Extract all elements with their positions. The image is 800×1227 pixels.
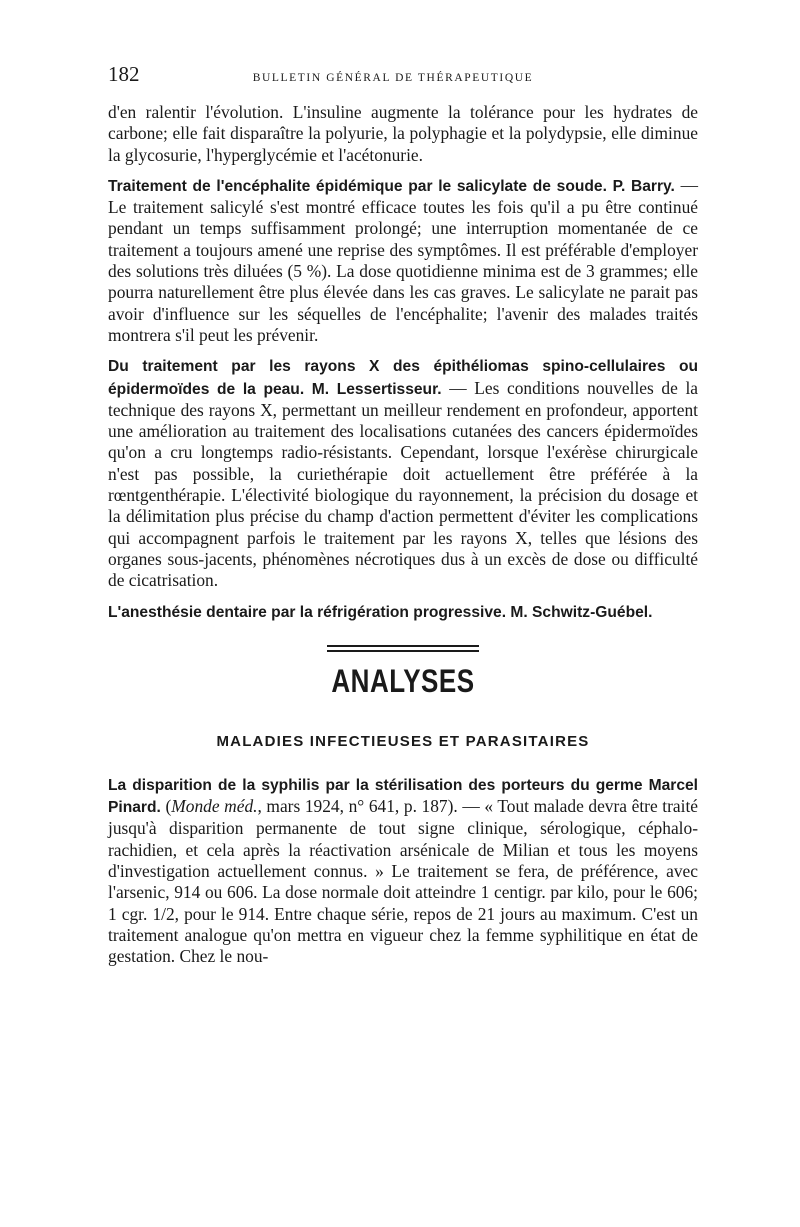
analysis-text: — « Tout malade devra être traité jusqu'à disparition permanente de tout signe clinique, sérologique, céphalo-rachidien, et cela après la réactivation arsénicale de Milian et tous les moyens d'investigation actuellement connus. » Le traitement se fera, de préférence, avec l'arsenic, 914 ou 606. La dose normale doit atteindre 1 centigr. par kilo, pour le 606; 1 cgr. 1/2, pour le 914. Entre chaque série, repos de 21 jours au maximum. C'est un traitement analogue qu'on mettra en vigueur chez la femme syphilitique en état de gestation. Chez le nou-: [108, 796, 699, 967]
abstract-encephalite: [108, 175, 698, 346]
section-divider: [327, 645, 479, 652]
page-header: [108, 62, 698, 102]
abstract-heading: L'anesthésie dentaire par la réfrigération progressive. M. Schwitz-Guébel.: [108, 603, 653, 621]
divider-line: [327, 645, 479, 647]
abstract-text: — Les conditions nouvelles de la technique des rayons X, permettant un meilleur rendement en profondeur, apportent une amélioration au traitement des localisations cutanées des cancers épidermoïdes qu'on a cru longtemps radio-résistants. Cependant, lorsque l'exérèse chirurgicale n'est pas possible, la curiethérapie doit actuellement être préférée à la rœntgenthérapie. L'électivité biologique du rayonnement, la précision du dosage et la délimitation plus précise du champ d'action permettent d'éviter les complications qui accompagnent parfois le traitement par les rayons X, telles que lésions des organes sous-jacents, phénomènes nécrotiques dus à un excès de dose ou difficulté de cicatrisation.: [108, 377, 698, 591]
running-title: BULLETIN GÉNÉRAL DE THÉRAPEUTIQUE: [252, 72, 534, 84]
abstract-text: — Le traitement salicylé s'est montré efficace toutes les fois qu'il a pu être continué pendant un temps suffisamment prolongé; une interruption momentanée de ce traitement a toujours amené une reprise des symptômes. Il est préférable d'employer des solutions très diluées (5 %). La dose quotidienne minima est de 3 grammes; elle pourra naturellement être plus élevée dans les cas graves. Le salicylate ne parait pas avoir d'influence sur les séquelles de l'encéphalite; l'avenir des malades traités montrera s'il peut les prévenir.: [108, 174, 698, 345]
page-number: 182: [108, 62, 140, 86]
analysis-syphilis: [108, 774, 698, 968]
citation-rest: , mars 1924, n° 641, p. 187).: [257, 796, 458, 817]
journal-name: Monde méd.: [171, 796, 258, 817]
abstract-heading: Traitement de l'encéphalite épidémique par le salicylate de soude. P. Barry.: [108, 177, 675, 195]
abstract-rayons-x: [108, 355, 698, 591]
paragraph-continuation: d'en ralentir l'évolution. L'insuline augmente la tolérance pour les hydrates de carbone; elle fait disparaître la polyurie, la polyphagie et la polydypsie, elle diminue la glycosurie, l'hyperglycémie et l'acétonurie.: [108, 102, 698, 165]
abstract-heading: Du traitement par les rayons X des épithéliomas spino-cellulaires ou épidermoïdes de la peau. M. Lessertisseur.: [108, 358, 698, 398]
section-title: ANALYSES: [331, 661, 475, 700]
subsection-title: MALADIES INFECTIEUSES ET PARASITAIRES: [216, 732, 590, 750]
citation-open: (: [160, 796, 172, 817]
divider-line: [327, 650, 479, 652]
document-page: [108, 62, 698, 968]
analysis-heading: La disparition de la syphilis par la stérilisation des porteurs du germe Marcel Pinard.: [108, 776, 698, 817]
abstract-anesthesie: [108, 601, 698, 623]
